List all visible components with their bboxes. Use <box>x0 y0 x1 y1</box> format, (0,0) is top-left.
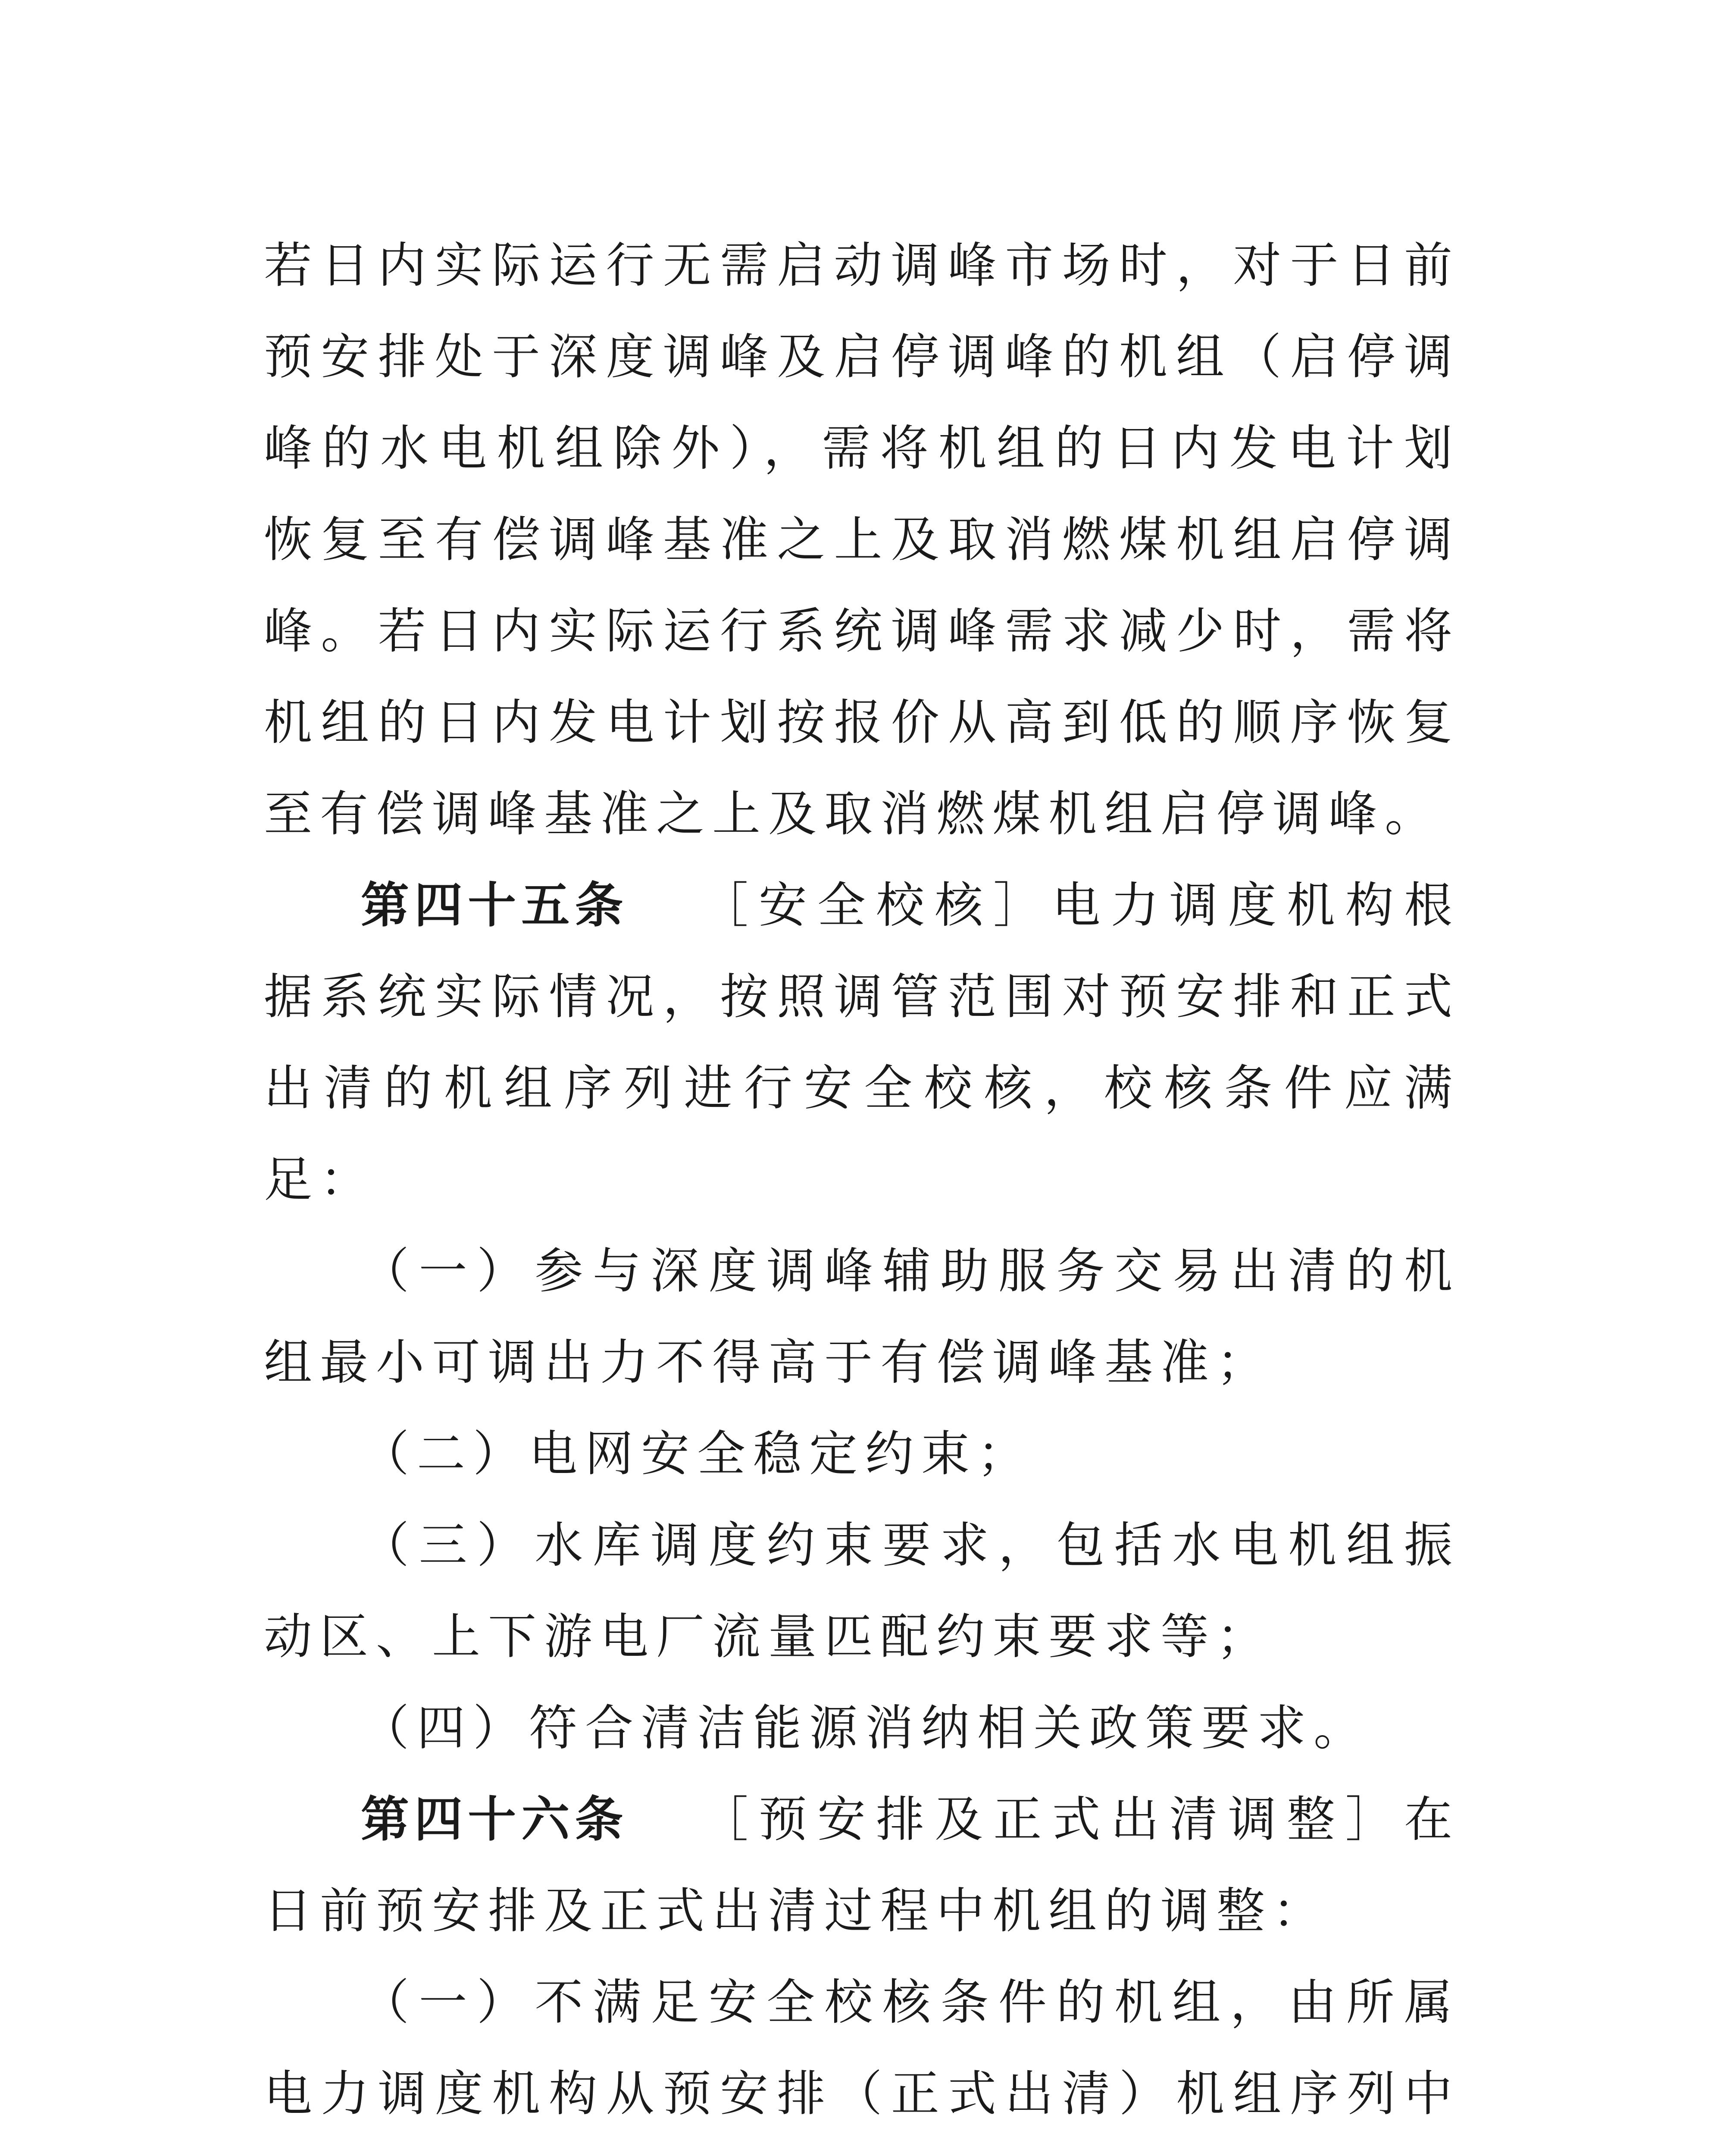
article-45-heading-paragraph <box>264 860 1460 1225</box>
body-text <box>264 220 1460 2156</box>
article-number: 第四十五条 <box>361 877 629 934</box>
article-text: ［安全校核］电力调度机构根据系统实际情况，按照调管范围对预安排和正式出清的机组序列进行安全校核，校核条件应满足： <box>264 877 1461 1208</box>
list-item: （二）电网安全稳定约束； <box>361 1426 1033 1482</box>
list-item: （一）参与深度调峰辅助服务交易出清的机组最小可调出力不得高于有偿调峰基准； <box>264 1243 1460 1391</box>
article-number: 第四十六条 <box>361 1791 629 1848</box>
article-text: ［预安排及正式出清调整］在日前预安排及正式出清过程中机组的调整： <box>264 1792 1461 1939</box>
list-item: （三）水库调度约束要求，包括水电机组振动区、上下游电厂流量匹配约束要求等； <box>264 1517 1460 1665</box>
paragraph-continuation: 若日内实际运行无需启动调峰市场时，对于日前预安排处于深度调峰及启停调峰的机组（启停调峰的水电机组除外），需将机组的日内发电计划恢复至有偿调峰基准之上及取消燃煤机组启停调峰。若日内实际运行系统调峰需求减少时，需将机组的日内发电计划按报价从高到低的顺序恢复至有偿调峰基准之上及取消燃煤机组启停调峰。 <box>264 238 1460 842</box>
list-item: （一）不满足安全校核条件的机组，由所属电力调度机构从预安排（正式出清）机组序列中 <box>264 1974 1460 2122</box>
article-46-heading-paragraph <box>264 1774 1460 1957</box>
list-item: （四）符合清洁能源消纳相关政策要求。 <box>361 1700 1370 1756</box>
